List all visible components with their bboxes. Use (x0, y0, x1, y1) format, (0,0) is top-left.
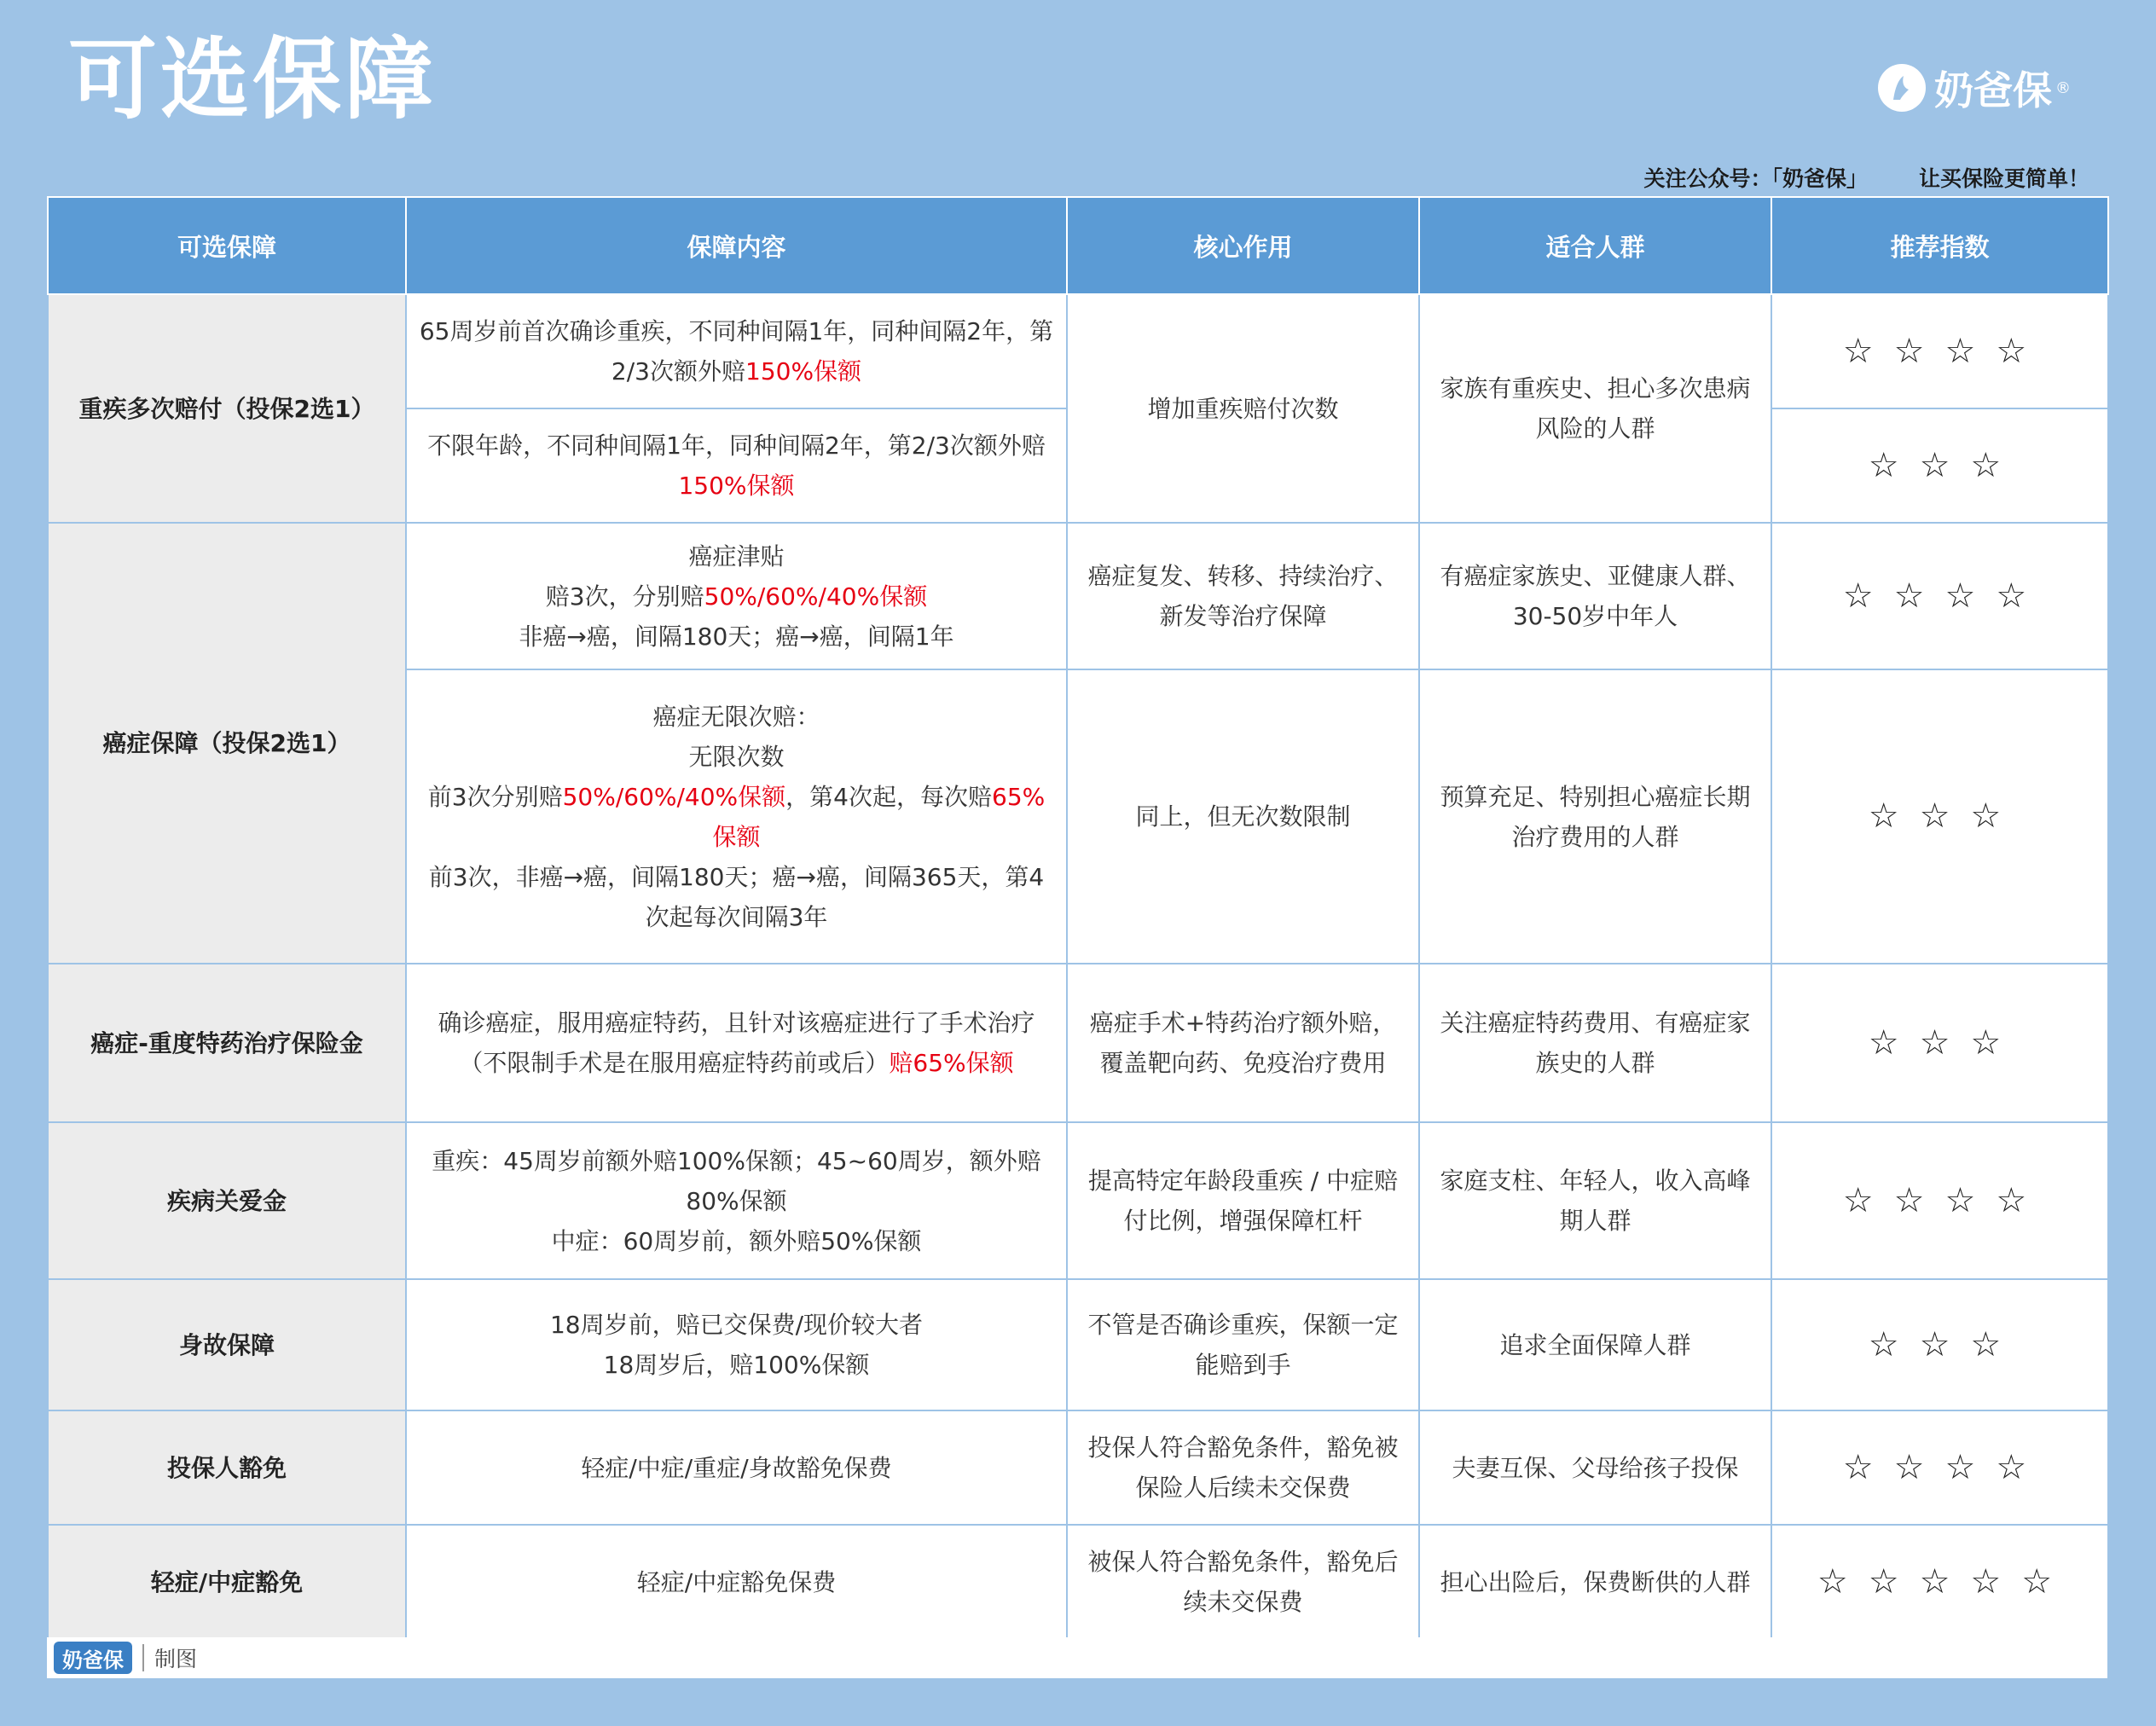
star-rating: ☆☆☆☆ (1771, 523, 2108, 669)
row-role: 提高特定年龄段重疾 / 中症赔付比例，增强保障杠杆 (1067, 1122, 1419, 1279)
page-title: 可选保障 (68, 27, 438, 131)
footer (47, 1637, 2107, 1678)
row-content: 重疾：45周岁前额外赔100%保额；45~60周岁，额外赔80%保额 中症：60周岁前，额外赔50%保额 (406, 1122, 1067, 1279)
row-crowd: 家族有重疾史、担心多次患病风险的人群 (1419, 294, 1771, 523)
col-header-crowd: 适合人群 (1419, 197, 1771, 294)
table-row (48, 964, 2108, 1122)
coverage-table (47, 196, 2107, 1637)
row-content: 癌症津贴 赔3次，分别赔50%/60%/40%保额 非癌→癌，间隔180天；癌→癌，间隔1年 (406, 523, 1067, 669)
table-row (48, 1122, 2108, 1279)
row-category: 投保人豁免 (48, 1410, 406, 1525)
brand-mark: ® (2055, 78, 2071, 97)
row-crowd: 家庭支柱、年轻人，收入高峰期人群 (1419, 1122, 1771, 1279)
brand-logo (1878, 60, 2071, 116)
table-row (48, 1525, 2108, 1639)
slogan-tagline: 让买保险更简单！ (1918, 166, 2089, 191)
star-rating: ☆☆☆☆ (1771, 1410, 2108, 1525)
row-content: 轻症/中症豁免保费 (406, 1525, 1067, 1639)
row-content: 65周岁前首次确诊重疾，不同种间隔1年，同种间隔2年，第2/3次额外赔150%保额 (406, 294, 1067, 408)
star-rating: ☆☆☆ (1771, 408, 2108, 523)
row-role: 癌症手术+特药治疗额外赔，覆盖靶向药、免疫治疗费用 (1067, 964, 1419, 1122)
star-rating: ☆☆☆ (1771, 964, 2108, 1122)
table-row (48, 1410, 2108, 1525)
col-header-content: 保障内容 (406, 197, 1067, 294)
slogan-follow: 关注公众号：「奶爸保」 (1643, 166, 1868, 191)
row-category: 轻症/中症豁免 (48, 1525, 406, 1639)
row-category: 身故保障 (48, 1279, 406, 1410)
row-content: 确诊癌症，服用癌症特药，且针对该癌症进行了手术治疗（不限制手术是在服用癌症特药前或后）赔65%保额 (406, 964, 1067, 1122)
table-row (48, 1279, 2108, 1410)
row-role: 不管是否确诊重疾，保额一定能赔到手 (1067, 1279, 1419, 1410)
row-content: 癌症无限次赔： 无限次数 前3次分别赔50%/60%/40%保额，第4次起，每次赔65%保额 前3次，非癌→癌，间隔180天；癌→癌，间隔365天，第4次起每次间隔3年 (406, 669, 1067, 964)
slogan (1643, 162, 2089, 193)
row-role: 投保人符合豁免条件，豁免被保险人后续未交保费 (1067, 1410, 1419, 1525)
star-rating: ☆☆☆ (1771, 1279, 2108, 1410)
table-row (48, 523, 2108, 669)
row-crowd: 追求全面保障人群 (1419, 1279, 1771, 1410)
footer-logo: 奶爸保 (54, 1642, 132, 1674)
footer-made-by: 制图 (154, 1647, 198, 1671)
footer-divider (142, 1644, 144, 1671)
row-category: 疾病关爱金 (48, 1122, 406, 1279)
star-rating: ☆☆☆☆ (1771, 294, 2108, 408)
table-header-row (48, 197, 2108, 294)
row-crowd: 预算充足、特别担心癌症长期治疗费用的人群 (1419, 669, 1771, 964)
row-role: 增加重疾赔付次数 (1067, 294, 1419, 523)
star-rating: ☆☆☆☆ (1771, 1122, 2108, 1279)
star-rating: ☆☆☆ (1771, 669, 2108, 964)
brand-name: 奶爸保 (1934, 67, 2052, 113)
col-header-rating: 推荐指数 (1771, 197, 2108, 294)
row-role: 癌症复发、转移、持续治疗、新发等治疗保障 (1067, 523, 1419, 669)
table-row (48, 294, 2108, 408)
row-content: 18周岁前，赔已交保费/现价较大者 18周岁后，赔100%保额 (406, 1279, 1067, 1410)
col-header-role: 核心作用 (1067, 197, 1419, 294)
row-category: 重疾多次赔付（投保2选1） (48, 294, 406, 523)
row-crowd: 担心出险后，保费断供的人群 (1419, 1525, 1771, 1639)
row-content: 轻症/中症/重症/身故豁免保费 (406, 1410, 1067, 1525)
row-crowd: 有癌症家族史、亚健康人群、30-50岁中年人 (1419, 523, 1771, 669)
row-role: 同上，但无次数限制 (1067, 669, 1419, 964)
row-role: 被保人符合豁免条件，豁免后续未交保费 (1067, 1525, 1419, 1639)
row-content: 不限年龄，不同种间隔1年，同种间隔2年，第2/3次额外赔150%保额 (406, 408, 1067, 523)
row-category: 癌症-重度特药治疗保险金 (48, 964, 406, 1122)
brand-logo-icon (1878, 64, 1926, 112)
col-header-option: 可选保障 (48, 197, 406, 294)
row-crowd: 关注癌症特药费用、有癌症家族史的人群 (1419, 964, 1771, 1122)
row-crowd: 夫妻互保、父母给孩子投保 (1419, 1410, 1771, 1525)
star-rating: ☆☆☆☆☆ (1771, 1525, 2108, 1639)
row-category: 癌症保障（投保2选1） (48, 523, 406, 964)
